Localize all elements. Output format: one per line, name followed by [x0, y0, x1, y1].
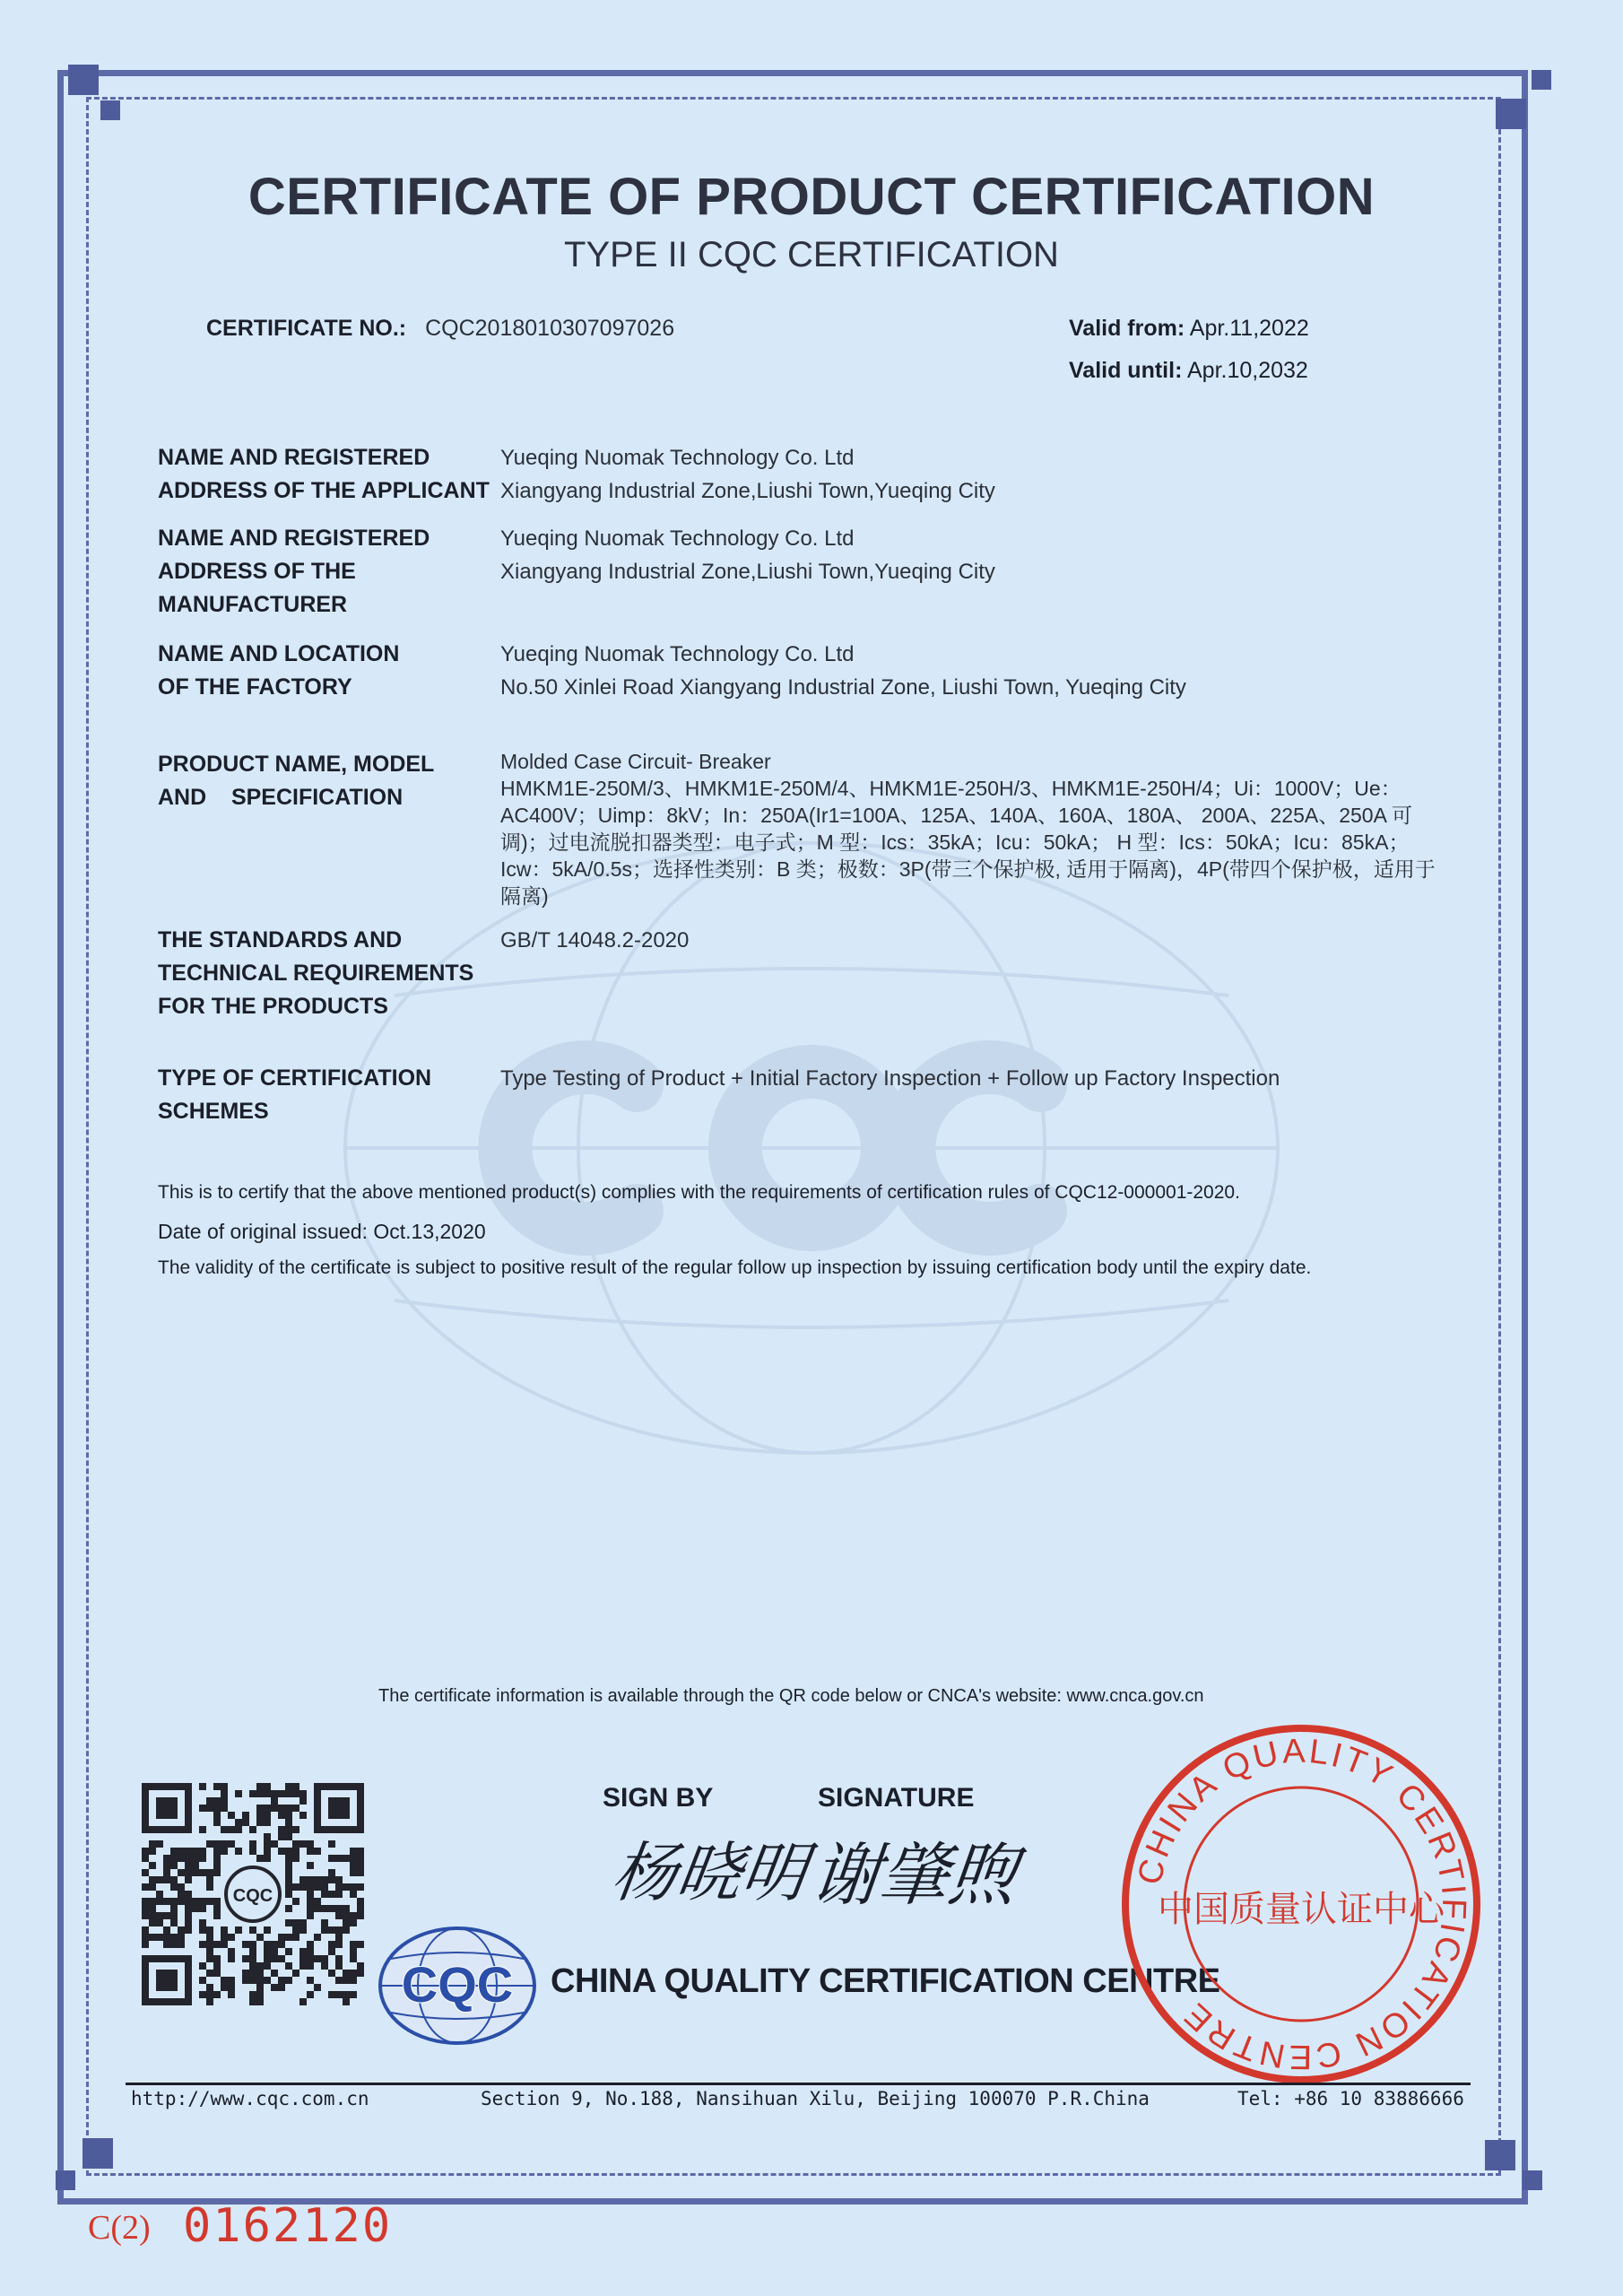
corner-ornament: [68, 65, 99, 95]
sign-by-handwritten: 杨晓明: [607, 1835, 812, 1910]
seal-inner-text: 中国质量认证中心: [1158, 1889, 1445, 1930]
manufacturer-label-line: ADDRESS OF THE: [158, 559, 356, 584]
certificate-number-label: CERTIFICATE NO.:: [206, 316, 407, 341]
factory-label-line: OF THE FACTORY: [158, 674, 352, 700]
manufacturer-label-line: MANUFACTURER: [158, 592, 348, 617]
factory-value: [500, 638, 1186, 704]
scheme-value: Type Testing of Product + Initial Factory Inspection + Follow up Factory Inspection: [500, 1066, 1280, 1091]
applicant-label: [158, 441, 490, 508]
footer-telephone: Tel: +86 10 83886666: [1237, 2088, 1464, 2109]
cqc-logo-text: CQC: [401, 1956, 514, 2013]
manufacturer-name: Yueqing Nuomak Technology Co. Ltd: [500, 526, 855, 551]
product-spec-line: 隔离): [500, 884, 549, 908]
footer-address: Section 9, No.188, Nansihuan Xilu, Beijing 100070 P.R.China: [481, 2088, 1150, 2109]
qr-info-note: The certificate information is available through the QR code below or CNCA's website: www.cnca.gov.cn: [378, 1686, 1204, 1706]
footer-rule: [126, 2083, 1471, 2085]
corner-ornament: [82, 2138, 113, 2169]
serial-prefix: C(2): [88, 2209, 151, 2247]
factory-name: Yueqing Nuomak Technology Co. Ltd: [500, 642, 855, 666]
product-value: [500, 748, 1623, 909]
applicant-value: [500, 441, 995, 508]
validity-statement: The validity of the certificate is subject to positive result of the regular follow up inspection by issuing certification body until the expiry date.: [158, 1257, 1312, 1278]
serial-number: 0162120: [183, 2199, 393, 2253]
product-spec-line: Icw：5kA/0.5s；选择性类别：B 类；极数：3P(带三个保护极, 适用于隔离)，4P(带四个保护极，适用于: [500, 857, 1436, 881]
manufacturer-address: Xiangyang Industrial Zone,Liushi Town,Yueqing City: [500, 560, 995, 584]
certificate-number: CQC2018010307097026: [425, 316, 675, 341]
corner-ornament: [1532, 70, 1551, 90]
factory-label-line: NAME AND LOCATION: [158, 641, 400, 666]
qr-cqc-mark: CQC: [232, 1886, 273, 1906]
cqc-logo: [377, 1925, 538, 2047]
product-spec-line: 调)；过电流脱扣器类型：电子式；M 型：Ics：35kA；Icu：50kA； H 型：Ics：50kA；Icu：85kA；: [500, 831, 1410, 854]
standards-label: [158, 924, 473, 1023]
valid-until-row: [1069, 358, 1308, 384]
corner-ornament: [56, 2170, 75, 2190]
signature-label: SIGNATURE: [818, 1783, 975, 1813]
seal-outer-text: CHINA QUALITY CERTIFICATION CENTRE: [1131, 1732, 1473, 2076]
standards-label-line: FOR THE PRODUCTS: [158, 994, 388, 1019]
applicant-label-line: ADDRESS OF THE APPLICANT: [158, 478, 490, 503]
factory-label: [158, 638, 399, 704]
valid-until-date: Apr.10,2032: [1186, 358, 1308, 383]
valid-from-row: [1069, 316, 1309, 342]
product-label: [158, 748, 434, 814]
certificate-title: CERTIFICATE OF PRODUCT CERTIFICATION: [247, 168, 1376, 226]
valid-until-label: Valid until:: [1069, 358, 1183, 383]
scheme-label-line: SCHEMES: [158, 1099, 269, 1124]
certification-centre-name: CHINA QUALITY CERTIFICATION CENTRE: [551, 1962, 1220, 2000]
corner-ornament: [1496, 99, 1526, 129]
applicant-label-line: NAME AND REGISTERED: [158, 445, 430, 470]
product-label-line: PRODUCT NAME, MODEL: [158, 752, 435, 777]
valid-from-label: Valid from:: [1069, 316, 1185, 341]
corner-ornament: [1485, 2140, 1515, 2170]
qr-code[interactable]: [142, 1783, 364, 2005]
footer-website[interactable]: http://www.cqc.com.cn: [131, 2088, 369, 2109]
valid-from-date: Apr.11,2022: [1189, 316, 1309, 341]
certify-statement: This is to certify that the above mentioned product(s) complies with the requirements of certification rules of CQC12-000001-2020.: [158, 1182, 1240, 1203]
corner-ornament: [1523, 2170, 1542, 2190]
certificate-number-row: [206, 316, 674, 342]
product-name: Molded Case Circuit- Breaker: [500, 750, 771, 773]
applicant-address: Xiangyang Industrial Zone,Liushi Town,Yueqing City: [500, 479, 995, 503]
manufacturer-label: [158, 522, 430, 622]
scheme-label-line: TYPE OF CERTIFICATION: [158, 1065, 432, 1091]
applicant-name: Yueqing Nuomak Technology Co. Ltd: [500, 446, 855, 470]
product-label-line: AND SPECIFICATION: [158, 785, 404, 810]
factory-address: No.50 Xinlei Road Xiangyang Industrial Zone, Liushi Town, Yueqing City: [500, 675, 1186, 700]
standards-label-line: TECHNICAL REQUIREMENTS: [158, 961, 474, 986]
standards-value: GB/T 14048.2-2020: [500, 928, 690, 952]
manufacturer-label-line: NAME AND REGISTERED: [158, 526, 430, 551]
signature-handwritten: 谢肇煦: [807, 1835, 1021, 1915]
official-seal-stamp: [1119, 1722, 1483, 2086]
product-spec-line: HMKM1E-250M/3、HMKM1E-250M/4、HMKM1E-250H/3、HMKM1E-250H/4；Ui：1000V；Ue：: [500, 777, 1402, 800]
certificate-subtitle: TYPE II CQC CERTIFICATION: [564, 235, 1059, 274]
original-issue-date: Date of original issued: Oct.13,2020: [158, 1220, 486, 1243]
product-spec-line: AC400V；Uimp：8kV；In：250A(Ir1=100A、125A、140A、160A、180A、 200A、225A、250A 可: [500, 804, 1413, 827]
sign-by-label: SIGN BY: [603, 1783, 714, 1813]
scheme-label: [158, 1062, 431, 1128]
standards-label-line: THE STANDARDS AND: [158, 927, 403, 952]
corner-ornament: [100, 100, 120, 120]
manufacturer-value: [500, 522, 995, 588]
